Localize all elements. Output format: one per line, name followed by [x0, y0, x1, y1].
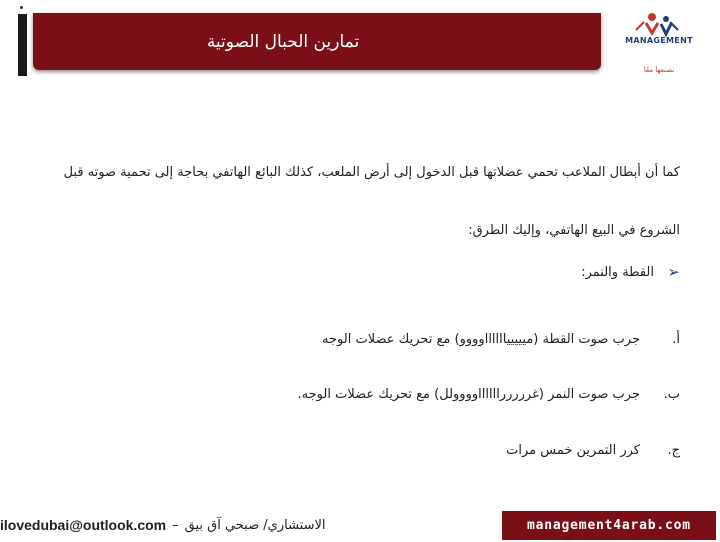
paragraph-line-1: كما أن أبطال الملاعب تحمي عضلاتها قبل الدخول إلى أرض الملعب، كذلك البائع الهاتفي بحاجة إلى تحمية صوته قبل: [63, 165, 680, 180]
section-heading-text: القطة والنمر:: [581, 264, 654, 280]
paragraph-line-2: الشروع في البيع الهاتفي، وإليك الطرق:: [468, 223, 680, 238]
list-item-text: جرب صوت القطة (ميييييااااااوووو) مع تحريك عضلات الوجه: [322, 332, 640, 347]
footer-credit: [0, 508, 326, 542]
left-accent-bar: [18, 14, 27, 76]
arrow-bullet-icon: ➢: [667, 263, 680, 281]
title-bar: [33, 13, 601, 70]
footer-website: management4arab.com: [502, 511, 716, 540]
section-heading: [581, 263, 680, 281]
page-title: تمارين الحبال الصوتية: [206, 31, 360, 52]
corner-dot: [20, 6, 23, 9]
footer-email: ilovedubai@outlook.com: [0, 517, 167, 533]
footer-author: الاستشاري/ صبحي آق بيق: [184, 517, 326, 533]
list-marker: ب.: [663, 387, 680, 402]
list-item: [322, 332, 680, 347]
list-marker: ج.: [667, 443, 680, 458]
list-marker: أ.: [672, 332, 680, 347]
logo-name: MANAGEMENT: [625, 36, 693, 45]
logo-tagline: نصنعها معًا: [643, 66, 675, 74]
list-item: [506, 443, 680, 458]
company-logo: [608, 10, 708, 76]
list-item: [298, 387, 680, 402]
list-item-text: جرب صوت النمر (غرررررااااااوووولل) مع تحريك عضلات الوجه.: [297, 387, 640, 402]
list-item-text: كرر التمرين خمس مرات: [506, 443, 640, 458]
footer-separator: –: [172, 517, 179, 533]
